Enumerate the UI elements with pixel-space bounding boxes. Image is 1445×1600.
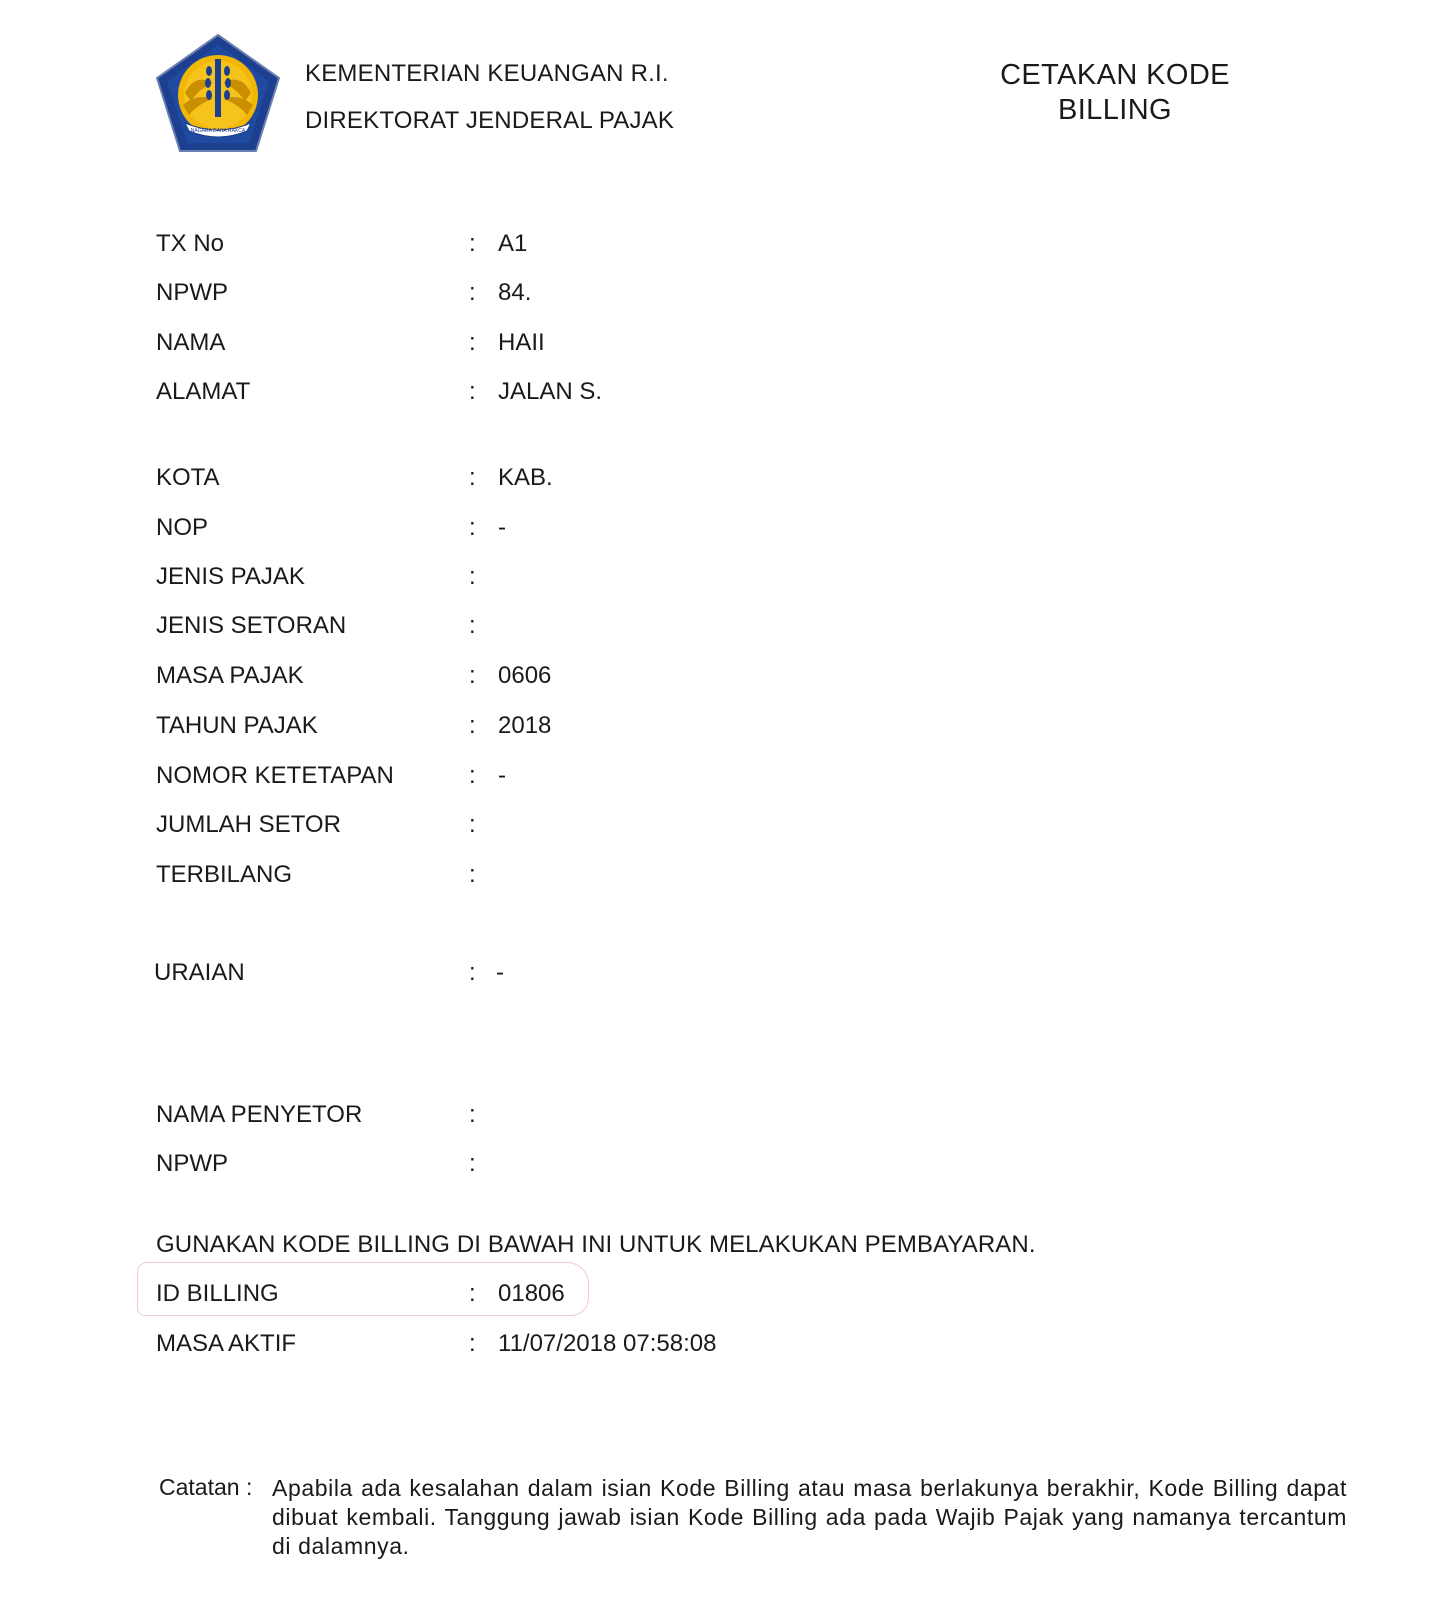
- field-label: KOTA: [156, 464, 220, 491]
- field-colon: :: [469, 959, 476, 986]
- field-colon: :: [469, 1101, 476, 1128]
- directorate-name: DIREKTORAT JENDERAL PAJAK: [305, 107, 675, 134]
- field-label: TX No: [156, 230, 225, 257]
- field-label: NAMA PENYETOR: [156, 1101, 363, 1128]
- field-value: HAII: [498, 329, 545, 356]
- field-label: NPWP: [156, 279, 228, 306]
- field-label: NPWP: [156, 1150, 228, 1177]
- document-title-line1: CETAKAN KODE: [1000, 59, 1230, 91]
- field-colon: :: [469, 1280, 476, 1307]
- field-value: 11/07/2018 07:58:08: [498, 1330, 717, 1357]
- field-label: JENIS SETORAN: [156, 612, 347, 639]
- field-value: -: [498, 514, 506, 541]
- field-value: JALAN S.: [498, 378, 603, 405]
- field-colon: :: [469, 464, 476, 491]
- document-title: [960, 58, 1270, 128]
- agency-name: KEMENTERIAN KEUANGAN R.I.: [305, 60, 669, 87]
- field-colon: :: [469, 612, 476, 639]
- field-label: JUMLAH SETOR: [156, 811, 341, 838]
- field-colon: :: [469, 378, 476, 405]
- field-label: URAIAN: [154, 959, 245, 986]
- note-text: Apabila ada kesalahan dalam isian Kode Billing atau masa berlakunya berakhir, Kode Billing dapat dibuat kembali. Tanggung jawab isian Kode Billing ada pada Wajib Pajak yang namanya tercantum di dalamnya.: [272, 1475, 1347, 1559]
- field-label: NOMOR KETETAPAN: [156, 762, 394, 789]
- kemenkeu-emblem-icon: [155, 33, 281, 153]
- field-colon: :: [469, 662, 476, 689]
- field-label: TERBILANG: [156, 861, 293, 888]
- field-label: NOP: [156, 514, 209, 541]
- field-colon: :: [469, 514, 476, 541]
- field-label: ID BILLING: [156, 1280, 279, 1307]
- field-value: 2018: [498, 712, 552, 739]
- field-label: JENIS PAJAK: [156, 563, 305, 590]
- field-colon: :: [469, 1330, 476, 1357]
- note-label: Catatan :: [159, 1474, 253, 1500]
- field-colon: :: [469, 230, 476, 257]
- field-colon: :: [469, 762, 476, 789]
- field-colon: :: [469, 811, 476, 838]
- field-label: MASA AKTIF: [156, 1330, 297, 1357]
- field-value: 84.: [498, 279, 532, 306]
- field-value: KAB.: [498, 464, 553, 491]
- field-colon: :: [469, 279, 476, 306]
- field-value: 0606: [498, 662, 552, 689]
- payment-instruction: GUNAKAN KODE BILLING DI BAWAH INI UNTUK MELAKUKAN PEMBAYARAN.: [156, 1231, 1036, 1258]
- field-colon: :: [469, 1150, 476, 1177]
- billing-id-value: 01806: [498, 1280, 565, 1307]
- field-label: ALAMAT: [156, 378, 251, 405]
- emblem-motto: NAGARA DANA RAKCA: [190, 128, 246, 134]
- field-value: -: [496, 959, 504, 986]
- document-title-line2: BILLING: [1057, 94, 1172, 126]
- field-value: -: [498, 762, 506, 789]
- field-value: A1: [498, 230, 528, 257]
- field-label: MASA PAJAK: [156, 662, 304, 689]
- field-colon: :: [469, 329, 476, 356]
- field-colon: :: [469, 861, 476, 888]
- field-label: NAMA: [156, 329, 226, 356]
- field-colon: :: [469, 563, 476, 590]
- field-colon: :: [469, 712, 476, 739]
- field-label: TAHUN PAJAK: [156, 712, 318, 739]
